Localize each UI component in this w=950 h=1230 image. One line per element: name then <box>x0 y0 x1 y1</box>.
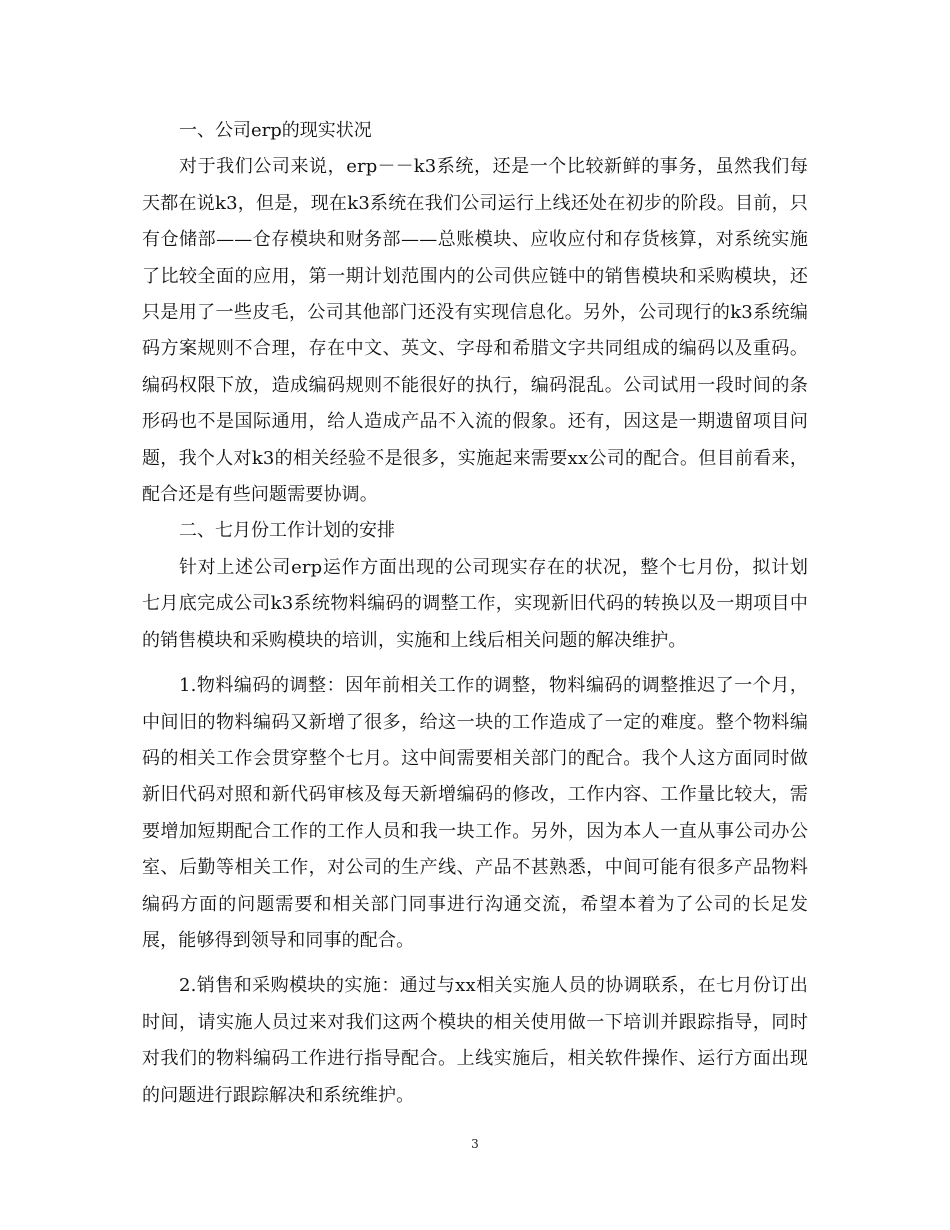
paragraph-material-coding: 1.物料编码的调整：因年前相关工作的调整，物料编码的调整推迟了一个月，中间旧的物料编码又新增了很多，给这一块的工作造成了一定的难度。整个物料编码的相关工作会贯穿整个七月。这中间需要相关部门的配合。我个人这方面同时做新旧代码对照和新代码审核及每天新增编码的修改，工作内容、工作量比较大，需要增加短期配合工作的工作人员和我一块工作。另外，因为本人一直从事公司办公室、后勤等相关工作，对公司的生产线、产品不甚熟悉，中间可能有很多产品物料编码方面的问题需要和相关部门同事进行沟通交流，希望本着为了公司的长足发展，能够得到领导和同事的配合。 <box>142 675 808 951</box>
page-number: 3 <box>471 1137 479 1151</box>
paragraph-erp-status: 对于我们公司来说，erp－－k3系统，还是一个比较新鲜的事务，虽然我们每天都在说k3，但是，现在k3系统在我们公司运行上线还处在初步的阶段。目前，只有仓储部——仓存模块和财务部——总账模块、应收应付和存货核算，对系统实施了比较全面的应用，第一期计划范围内的公司供应链中的销售模块和采购模块，还只是用了一些皮毛，公司其他部门还没有实现信息化。另外，公司现行的k3系统编码方案规则不合理，存在中文、英文、字母和希腊文字共同组成的编码以及重码。编码权限下放，造成编码规则不能很好的执行，编码混乱。公司试用一段时间的条形码也不是国际通用，给人造成产品不入流的假象。还有，因这是一期遗留项目问题，我个人对k3的相关经验不是很多，实施起来需要xx公司的配合。但目前看来，配合还是有些问题需要协调。 <box>142 156 808 506</box>
paragraph-july-plan-intro: 针对上述公司erp运作方面出现的公司现实存在的状况，整个七月份，拟计划七月底完成公司k3系统物料编码的调整工作，实现新旧代码的转换以及一期项目中的销售模块和采购模块的培训，实施和上线后相关问题的解决维护。 <box>142 556 808 651</box>
document-body <box>142 113 808 1114</box>
paragraph-spacer <box>142 659 808 668</box>
paragraph-spacer <box>142 959 808 968</box>
paragraph-sales-purchase-modules: 2.销售和采购模块的实施：通过与xx相关实施人员的协调联系，在七月份订出时间，请实施人员过来对我们这两个模块的相关使用做一下培训并跟踪指导，同时对我们的物料编码工作进行指导配合。上线实施后，相关软件操作、运行方面出现的问题进行跟踪解决和系统维护。 <box>142 975 808 1106</box>
section-heading-2: 二、七月份工作计划的安排 <box>179 520 395 542</box>
section-heading-1: 一、公司erp的现实状况 <box>179 120 372 141</box>
